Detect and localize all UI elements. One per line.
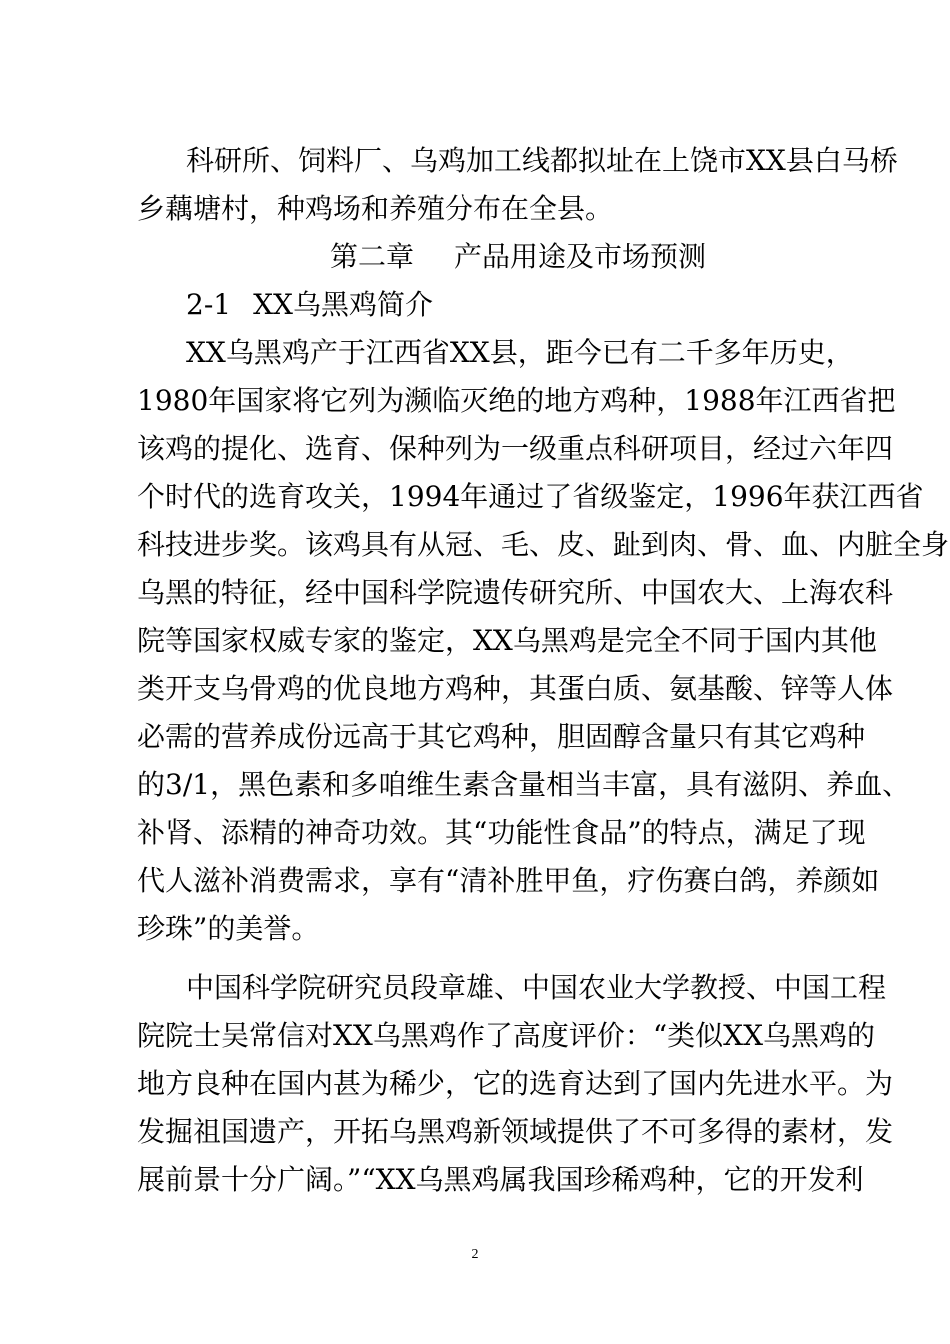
text-line: 珍珠”的美誉。 [137,912,320,945]
text-line: 个时代的选育攻关，1994年通过了省级鉴定，1996年获江西省 [137,480,924,513]
page-number: 2 [471,1247,479,1262]
text-line: 必需的营养成份远高于其它鸡种，胆固醇含量只有其它鸡种 [137,720,866,753]
text-line: 类开支乌骨鸡的优良地方鸡种，其蛋白质、氨基酸、锌等人体 [137,672,894,705]
text-line: 乌黑的特征，经中国科学院遗传研究所、中国农大、上海农科 [137,576,894,609]
text-line: 该鸡的提化、选育、保种列为一级重点科研项目，经过六年四 [137,432,894,465]
text-line: 院院士吴常信对XX乌黑鸡作了高度评价：“类似XX乌黑鸡的 [137,1019,876,1052]
text-line: XX乌黑鸡产于江西省XX县，距今已有二千多年历史， [186,336,854,369]
chapter-number: 第二章 [330,240,415,273]
text-line: 院等国家权威专家的鉴定，XX乌黑鸡是完全不同于国内其他 [137,624,877,657]
text-line: 1980年国家将它列为濒临灭绝的地方鸡种，1988年江西省把 [137,384,896,417]
text-line: 发掘祖国遗产，开拓乌黑鸡新领域提供了不可多得的素材，发 [137,1115,894,1148]
chapter-heading [330,233,706,281]
text-line: 补肾、添精的神奇功效。其“功能性食品”的特点，满足了现 [137,816,866,849]
text-line: 科技进步奖。该鸡具有从冠、毛、皮、趾到肉、骨、血、内脏全身 [137,528,950,561]
section-title: XX乌黑鸡简介 [253,288,433,321]
text-line: 乡藕塘村，种鸡场和养殖分布在全县。 [137,192,614,225]
text-line: 科研所、饲料厂、乌鸡加工线都拟址在上饶市XX县白马桥 [186,144,898,177]
text-line: 代人滋补消费需求，享有“清补胜甲鱼，疗伤赛白鸽，养颜如 [137,864,880,897]
section-number: 2-1 [186,288,232,321]
text-line: 展前景十分广阔。”“XX乌黑鸡属我国珍稀鸡种，它的开发利 [137,1163,864,1196]
text-line: 的3/1，黑色素和多咱维生素含量相当丰富，具有滋阴、养血、 [137,768,911,801]
text-line: 中国科学院研究员段章雄、中国农业大学教授、中国工程 [186,971,887,1004]
chapter-title: 产品用途及市场预测 [454,240,707,273]
section-heading [186,281,433,329]
text-line: 地方良种在国内甚为稀少，它的选育达到了国内先进水平。为 [137,1067,894,1100]
